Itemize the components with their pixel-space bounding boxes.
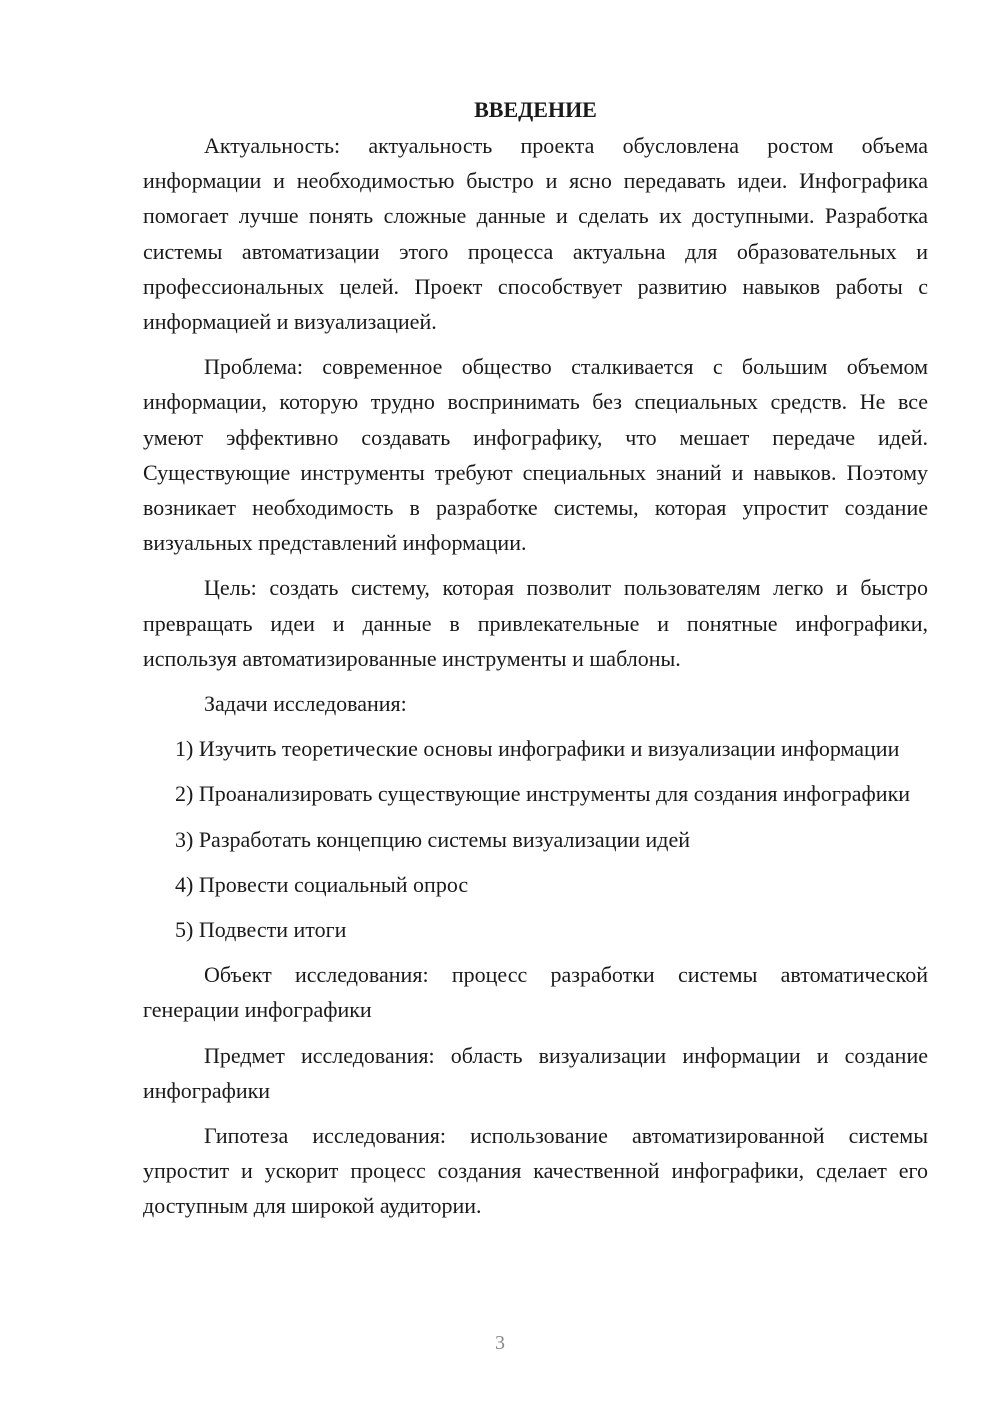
paragraph-object: Объект исследования: процесс разработки системы автоматической генерации инфографики [143,962,928,1023]
task-item: 2) Проанализировать существующие инструменты для создания инфографики [175,781,911,807]
page-number: 3 [495,1332,505,1354]
paragraph-relevance: Актуальность: актуальность проекта обусловлена ростом объема информации и необходимостью быстро и ясно передавать идеи. Инфографика помогает лучше понять сложные данные и сделать их доступными. Разработка системы автоматизации этого процесса актуальна для образовательных и профессиональных целей. Проект способствует развитию навыков работы с информацией и визуализацией. [143,133,928,335]
task-item: 3) Разработать концепцию системы визуализации идей [175,826,691,852]
paragraph-subject: Предмет исследования: область визуализации информации и создание инфографики [143,1042,928,1103]
task-item: 4) Провести социальный опрос [175,871,469,897]
task-item: 1) Изучить теоретические основы инфографики и визуализации информации [175,736,900,762]
paragraph-hypothesis: Гипотеза исследования: использование автоматизированной системы упростит и ускорит процесс создания качественной инфографики, сделает его доступным для широкой аудитории. [143,1123,928,1219]
page-title: ВВЕДЕНИЕ [474,97,597,122]
paragraph-tasks-heading: Задачи исследования: [204,691,407,717]
paragraph-problem: Проблема: современное общество сталкивается с большим объемом информации, которую трудно воспринимать без специальных средств. Не все умеют эффективно создавать инфографику, что мешает передаче идей. Существующие инструменты требуют специальных знаний и навыков. Поэтому возникает необходимость в разработке системы, которая упростит создание визуальных представлений информации. [143,354,928,556]
document-page [143,92,928,1234]
paragraph-goal: Цель: создать систему, которая позволит пользователям легко и быстро превращать идеи и данные в привлекательные и понятные инфографики, используя автоматизированные инструменты и шаблоны. [143,575,928,671]
task-item: 5) Подвести итоги [175,917,347,943]
